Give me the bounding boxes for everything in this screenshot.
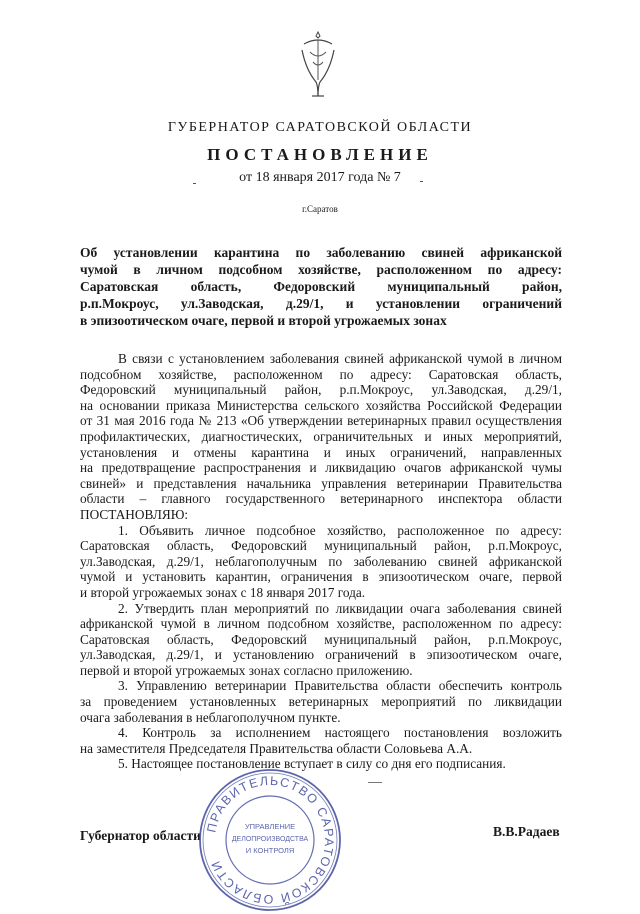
body-line: 4. Контроль за исполнением настоящего постановления возложить bbox=[118, 725, 562, 741]
body-line: ул.Заводская, д.29/1, неблагополучным по заболеванию свиней африканской bbox=[80, 553, 562, 569]
svg-text:ПРАВИТЕЛЬСТВО САРАТОВСКОЙ ОБЛА: ПРАВИТЕЛЬСТВО САРАТОВСКОЙ ОБЛАСТИ bbox=[204, 773, 337, 907]
body-line: установления и отмены карантина и иных ограничений, направленных bbox=[80, 444, 562, 460]
body-line: В связи с установлением заболевания свиней африканской чумой в личном bbox=[118, 351, 562, 366]
document-date-number: от 18 января 2017 года № 7 bbox=[239, 170, 401, 185]
signatory-position: Губернатор области bbox=[80, 828, 201, 843]
body-line: свиней» и представления начальника управления ветеринарии Правительства bbox=[80, 475, 562, 491]
body-line: чумой и установить карантин, ограничения в эпизоотическом очаге, первой bbox=[80, 569, 562, 585]
subject-line: р.п.Мокроус, ул.Заводская, д.29/1, и установлении ограничений bbox=[80, 296, 562, 311]
body-line: на предотвращение распространения и ликвидацию очагов африканской чумы bbox=[80, 460, 562, 476]
body-line: очага заболевания в неблагополучном пункте. bbox=[80, 709, 341, 725]
document-type-title: ПОСТАНОВЛЕНИЕ bbox=[207, 145, 433, 164]
body-line: 3. Управлению ветеринарии Правительства области обеспечить контроль bbox=[118, 678, 562, 694]
body-line: 1. Объявить личное подсобное хозяйство, расположенное по адресу: bbox=[118, 522, 562, 538]
body-line: подсобном хозяйстве, расположенном по адресу: Саратовская область, bbox=[80, 366, 562, 382]
signatory-name: В.В.Радаев bbox=[493, 824, 560, 839]
body-line: от 31 мая 2016 года № 213 «Об утверждении ветеринарных правил осуществления bbox=[80, 413, 562, 429]
body-line: за проведением установленных ветеринарных мероприятий по ликвидации bbox=[80, 694, 562, 710]
body-line: африканской чумой в личном подсобном хозяйстве, расположенном по адресу: bbox=[80, 616, 562, 632]
body-line: ул.Заводская, д.29/1, и установлению ограничений в эпизоотическом очаге, bbox=[80, 647, 562, 663]
svg-text:УПРАВЛЕНИЕ: УПРАВЛЕНИЕ bbox=[244, 822, 296, 831]
body-line: профилактических, диагностических, ограничительных и иных мероприятий, bbox=[80, 428, 562, 444]
body-line: на заместителя Председателя Правительства области Соловьева А.А. bbox=[80, 740, 473, 756]
issuing-authority: ГУБЕРНАТОР САРАТОВСКОЙ ОБЛАСТИ bbox=[167, 120, 473, 135]
subject-line: Саратовская область, Федоровский муниципальный район, bbox=[80, 279, 562, 294]
svg-text:И КОНТРОЛЯ: И КОНТРОЛЯ bbox=[245, 846, 295, 855]
body-line: первой и второй угрожаемых зонах согласно приложению. bbox=[80, 662, 413, 678]
subject-line: в эпизоотическом очаге, первой и второй угрожаемых зонах bbox=[80, 313, 447, 328]
document-subject bbox=[80, 244, 562, 329]
body-line: 5. Настоящее постановление вступает в силу со дня его подписания. bbox=[118, 756, 506, 772]
document-body bbox=[80, 351, 562, 772]
document-city: г.Саратов bbox=[302, 204, 338, 214]
body-line: на основании приказа Министерства сельского хозяйства Российской Федерации bbox=[80, 397, 562, 413]
body-line: Федоровский муниципальный район, р.п.Мокроус, ул.Заводская, д.29/1, bbox=[80, 382, 562, 398]
official-stamp-seal bbox=[196, 766, 344, 914]
body-line: области – главного государственного ветеринарного инспектора области bbox=[80, 491, 562, 507]
resolution-keyword: ПОСТАНОВЛЯЮ: bbox=[80, 506, 189, 522]
body-line: и второй угрожаемых зонах с 18 января 2017 года. bbox=[80, 584, 366, 600]
coat-of-arms-emblem bbox=[298, 30, 338, 102]
subject-line: Об установлении карантина по заболеванию свиней африканской bbox=[80, 245, 562, 260]
body-line: 2. Утвердить план мероприятий по ликвидации очага заболевания свиней bbox=[118, 600, 562, 616]
body-line: Саратовская область, Федоровский муниципальный район, р.п.Мокроус, bbox=[80, 538, 562, 554]
body-line: Саратовская область, Федоровский муниципальный район, р.п.Мокроус, bbox=[80, 631, 562, 647]
subject-line: чумой в личном подсобном хозяйстве, расположенном по адресу: bbox=[80, 262, 562, 277]
svg-text:ДЕЛОПРОИЗВОДСТВА: ДЕЛОПРОИЗВОДСТВА bbox=[231, 836, 309, 843]
